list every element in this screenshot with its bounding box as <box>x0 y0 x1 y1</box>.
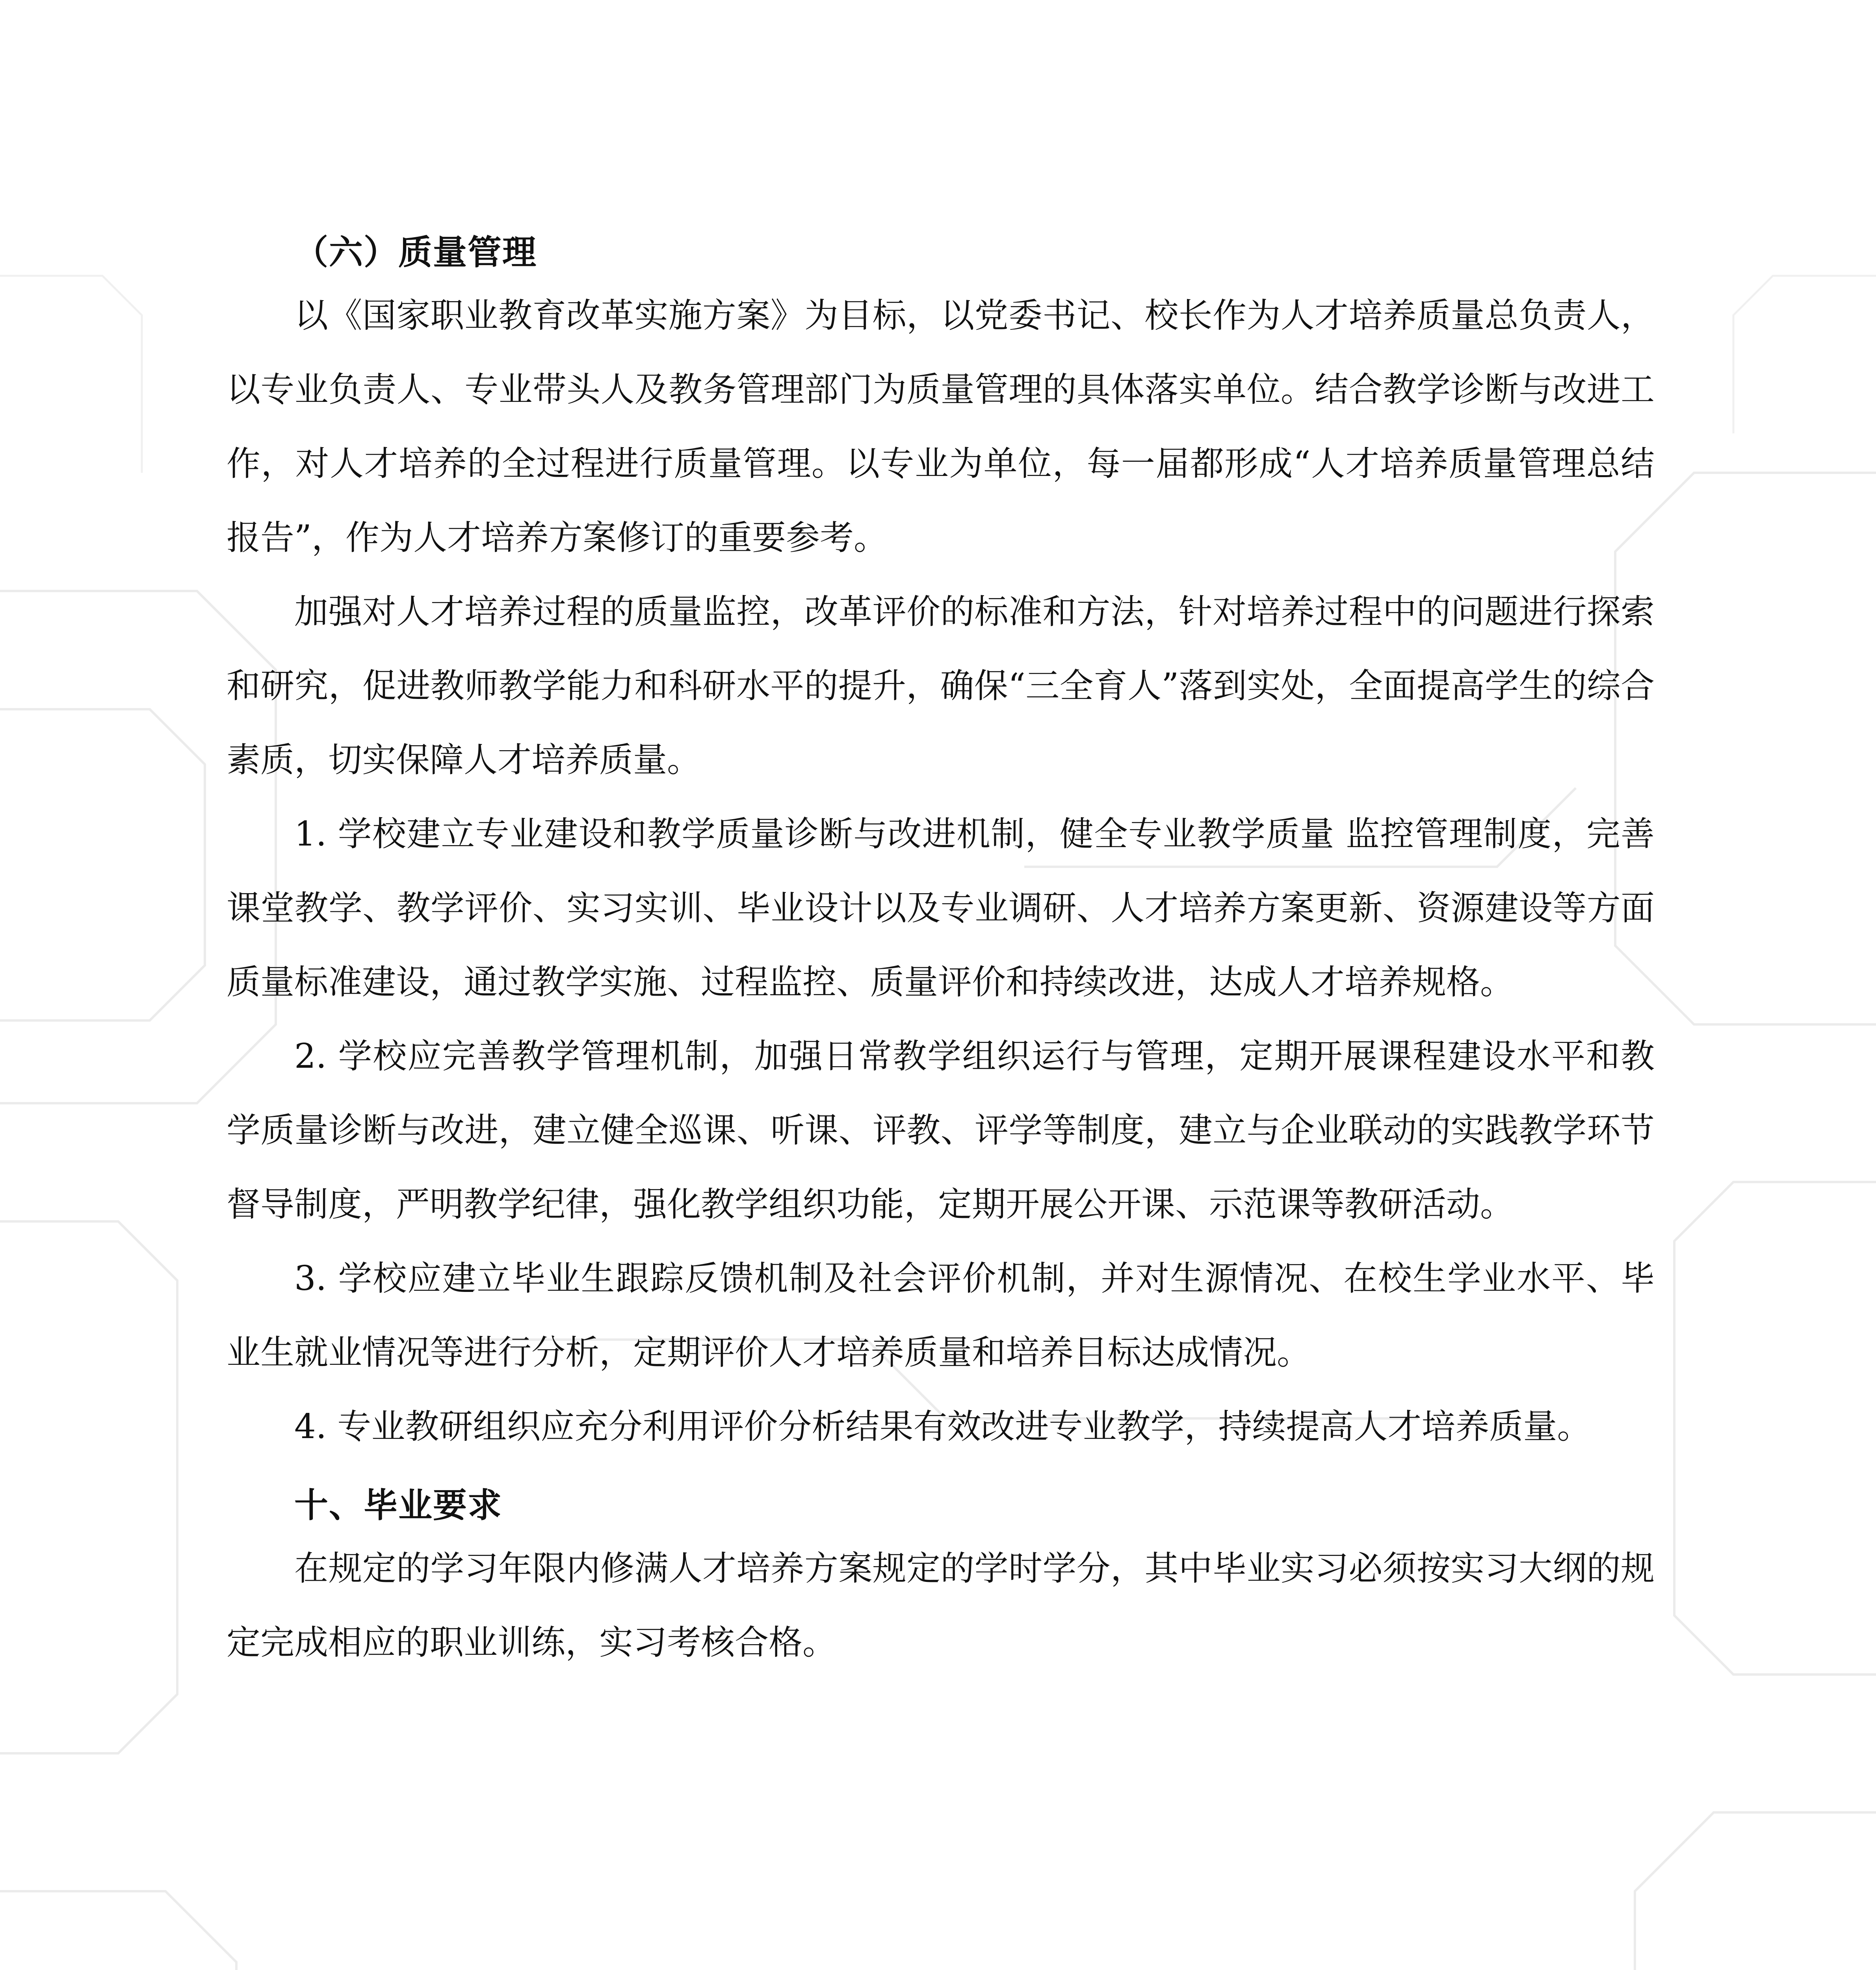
section-heading: （六）质量管理 <box>294 232 537 272</box>
document-body <box>227 227 1655 1680</box>
paragraph: 2. 学校应完善教学管理机制，加强日常教学组织运行与管理，定期开展课程建设水平和教学质量诊断与改进，建立健全巡课、听课、评教、评学等制度，建立与企业联动的实践教学环节督导制度，严明教学纪律，强化教学组织功能，定期开展公开课、示范课等教研活动。 <box>227 1037 1655 1224</box>
paragraph: 1. 学校建立专业建设和教学质量诊断与改进机制，健全专业教学质量 监控管理制度，完善课堂教学、教学评价、实习实训、毕业设计以及专业调研、人才培养方案更新、资源建设等方面质量标准建设，通过教学实施、过程监控、质量评价和持续改进，达成人才培养规格。 <box>227 814 1655 1002</box>
paragraph: 以《国家职业教育改革实施方案》为目标，以党委书记、校长作为人才培养质量总负责人，以专业负责人、专业带头人及教务管理部门为质量管理的具体落实单位。结合教学诊断与改进工作，对人才培养的全过程进行质量管理。以专业为单位，每一届都形成“人才培养质量管理总结报告”，作为人才培养方案修订的重要参考。 <box>227 296 1655 558</box>
paragraph: 4. 专业教研组织应充分利用评价分析结果有效改进专业教学，持续提高人才培养质量。 <box>294 1407 1591 1446</box>
graduation-text: 在规定的学习年限内修满人才培养方案规定的学时学分，其中毕业实习必须按实习大纲的规定完成相应的职业训练，实习考核合格。 <box>227 1549 1655 1662</box>
paragraph: 3. 学校应建立毕业生跟踪反馈机制及社会评价机制，并对生源情况、在校生学业水平、毕业生就业情况等进行分析，定期评价人才培养质量和培养目标达成情况。 <box>227 1259 1655 1372</box>
paragraph: 加强对人才培养过程的质量监控，改革评价的标准和方法，针对培养过程中的问题进行探索和研究，促进教师教学能力和科研水平的提升，确保“三全育人”落到实处，全面提高学生的综合素质，切实保障人才培养质量。 <box>227 592 1655 780</box>
graduation-heading: 十、毕业要求 <box>294 1485 502 1525</box>
